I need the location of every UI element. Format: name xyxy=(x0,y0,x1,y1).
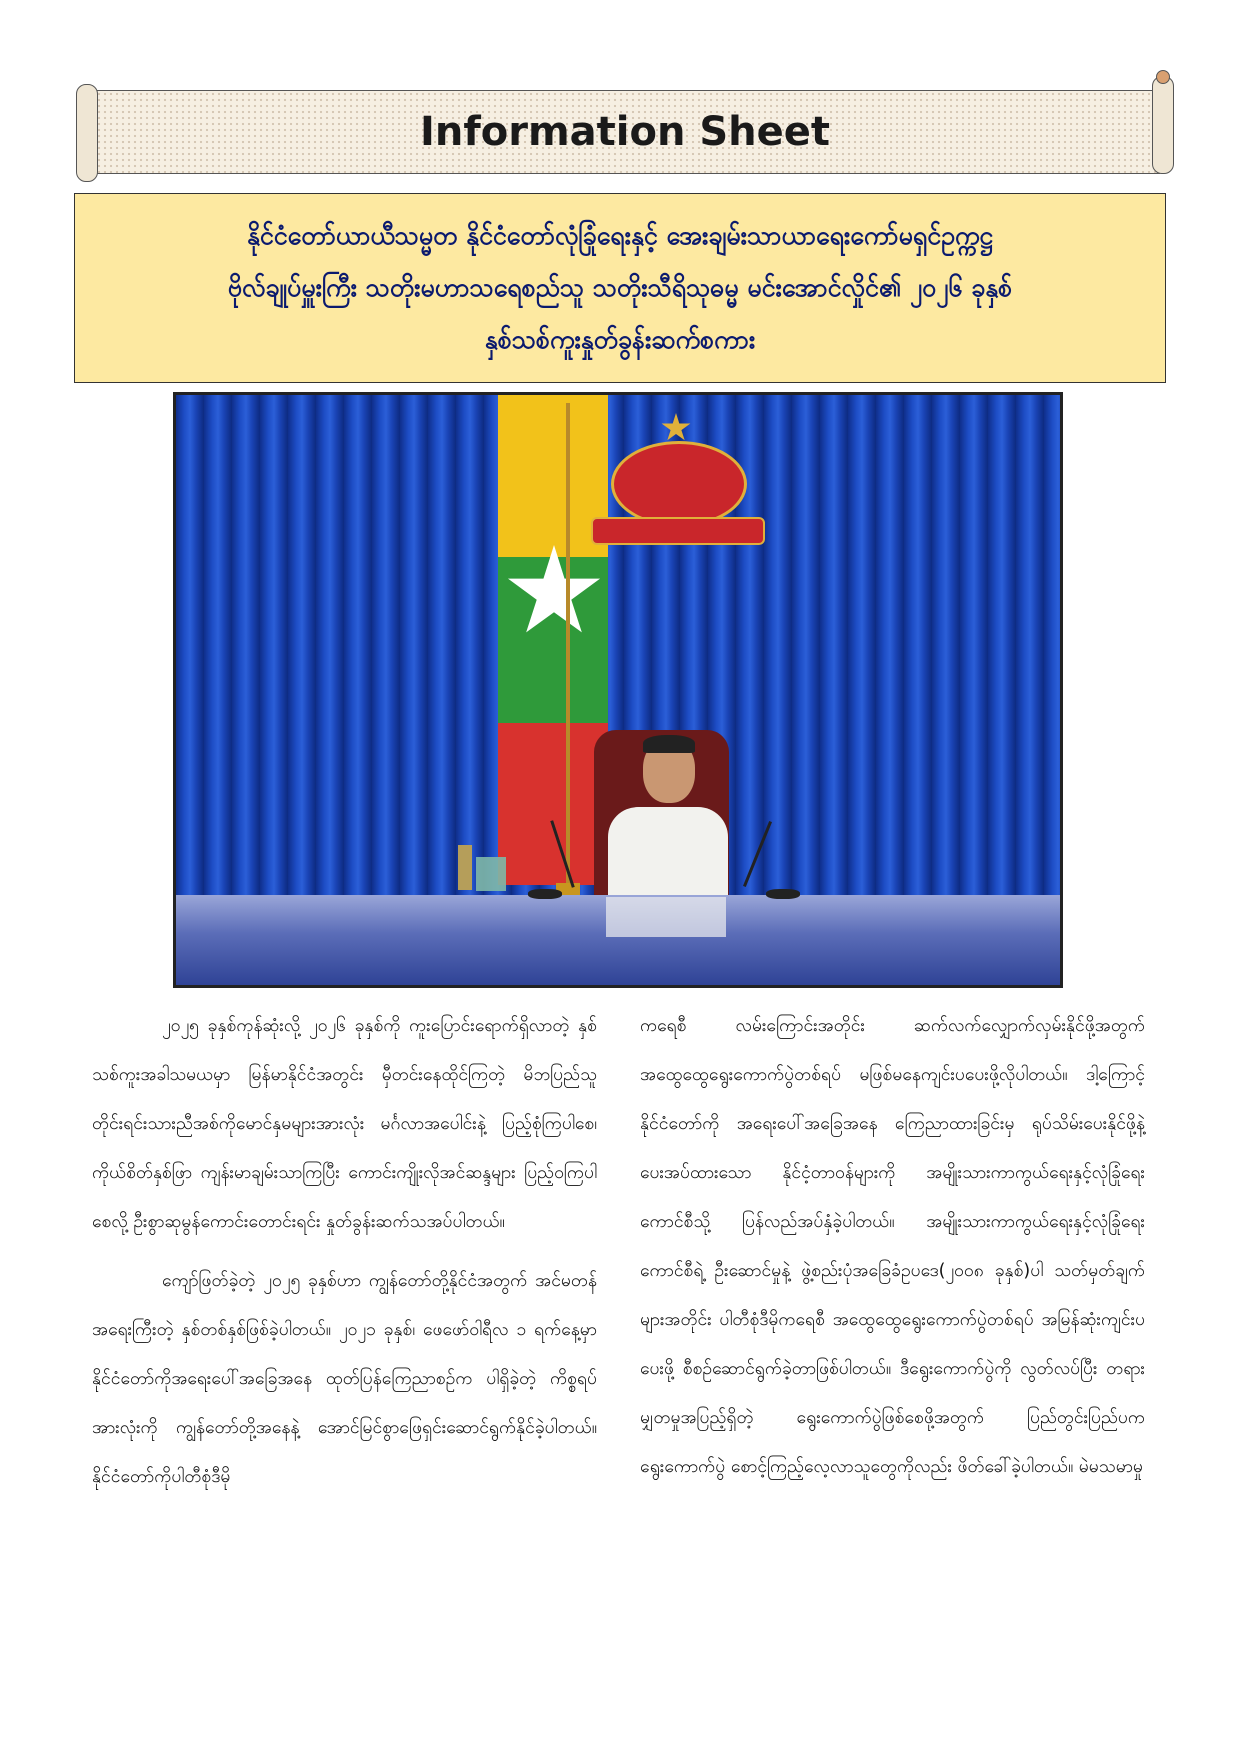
pen-holder-icon xyxy=(458,845,472,890)
speaker-hair xyxy=(643,735,695,753)
headline-line-3: နှစ်သစ်ကူးနှုတ်ခွန်းဆက်စကား xyxy=(484,325,756,354)
state-emblem-icon xyxy=(591,413,761,543)
paragraph: ကျော်ဖြတ်ခဲ့တဲ့ ၂၀၂၅ ခုနှစ်ဟာ ကျွန်တော်တို့နိုင်ငံအတွက် အင်မတန်အရေးကြီးတဲ့ နှစ်တစ်နှစ်ဖြစ်ခဲ့ပါတယ်။ ၂၀၂၁ ခုနှစ်၊ ဖေဖော်ဝါရီလ ၁ ရက်နေ့မှာ နိုင်ငံတော်ကိုအရေးပေါ်အခြေအနေ ထုတ်ပြန်ကြေညာစဉ်က ပါရှိခဲ့တဲ့ ကိစ္စရပ်အားလုံးကို ကျွန်တော်တို့အနေနဲ့ အောင်မြင်စွာဖြေရှင်းဆောင်ရွက်နိုင်ခဲ့ပါတယ်။ နိုင်ငံတော်ကိုပါတီစုံဒီမို xyxy=(92,1271,597,1487)
left-column xyxy=(92,1002,597,1512)
speech-photo xyxy=(173,392,1063,988)
scroll-knob-icon xyxy=(1156,70,1170,84)
headline-box xyxy=(74,193,1166,383)
paragraph: ၂၀၂၅ ခုနှစ်ကုန်ဆုံးလို့ ၂၀၂၆ ခုနှစ်ကို ကူးပြောင်းရောက်ရှိလာတဲ့ နှစ်သစ်ကူးအခါသမယမှာ မြန်မာနိုင်ငံအတွင်း မှီတင်းနေထိုင်ကြတဲ့ မိဘပြည်သူတိုင်းရင်းသားညီအစ်ကိုမောင်နှမများအားလုံး မင်္ဂလာအပေါင်းနဲ့ ပြည့်စုံကြပါစေ၊ ကိုယ်စိတ်နှစ်ဖြာ ကျန်းမာချမ်းသာကြပြီး ကောင်းကျိုးလိုအင်ဆန္ဒများ ပြည့်ဝကြပါစေလို့ ဦးစွာဆုမွန်ကောင်းတောင်းရင်း နှုတ်ခွန်းဆက်သအပ်ပါတယ်။ xyxy=(92,1016,597,1232)
microphone-right-base xyxy=(766,889,800,899)
desk-reflection xyxy=(606,897,726,937)
microphone-left-base xyxy=(528,889,562,899)
headline-line-2: ဗိုလ်ချုပ်မှူးကြီး သတိုးမဟာသရေစည်သူ သတိုးသီရိသုဓမ္မ မင်းအောင်လှိုင်၏ ၂၀၂၆ ခုနှစ် xyxy=(227,273,1013,302)
microphone-right-icon xyxy=(743,821,772,887)
headline-line-1: နိုင်ငံတော်ယာယီသမ္မတ နိုင်ငံတော်လုံခြုံရေးနှင့် အေးချမ်းသာယာရေးကော်မရှင်ဥက္ကဋ္ဌ xyxy=(247,221,993,250)
header-banner xyxy=(76,84,1174,180)
right-column xyxy=(640,1002,1145,1502)
desk-ornament-icon xyxy=(476,857,506,891)
page-title: Information Sheet xyxy=(419,109,831,155)
flag-pole xyxy=(566,403,570,883)
paragraph: ကရေစီ လမ်းကြောင်းအတိုင်း ဆက်လက်လျှောက်လှမ်းနိုင်ဖို့အတွက် အထွေထွေရွေးကောက်ပွဲတစ်ရပ် မဖြစ်မနေကျင်းပပေးဖို့လိုပါတယ်။ ဒါ့ကြောင့် နိုင်ငံတော်ကို အရေးပေါ်အခြေအနေ ကြေညာထားခြင်းမှ ရုပ်သိမ်းပေးနိုင်ဖို့နဲ့ ပေးအပ်ထားသော နိုင်ငံ့တာဝန်များကို အမျိုးသားကာကွယ်ရေးနှင့်လုံခြုံရေးကောင်စီသို့ ပြန်လည်အပ်နှံခဲ့ပါတယ်။ အမျိုးသားကာကွယ်ရေးနှင့်လုံခြုံရေးကောင်စီရဲ့ ဦးဆောင်မှုနဲ့ ဖွဲ့စည်းပုံအခြေခံဥပဒေ(၂၀၀၈ ခုနှစ်)ပါ သတ်မှတ်ချက်များအတိုင်း ပါတီစုံဒီမိုကရေစီ အထွေထွေရွေးကောက်ပွဲတစ်ရပ် အမြန်ဆုံးကျင်းပပေးဖို့ စီစဉ်ဆောင်ရွက်ခဲ့တာဖြစ်ပါတယ်။ ဒီရွေးကောက်ပွဲကို လွတ်လပ်ပြီး တရားမျှတမှုအပြည့်ရှိတဲ့ ရွေးကောက်ပွဲဖြစ်စေဖို့အတွက် ပြည်တွင်းပြည်ပက ရွေးကောက်ပွဲ စောင့်ကြည့်လေ့လာသူတွေကိုလည်း ဖိတ်ခေါ်ခဲ့ပါတယ်။ မဲမသမာမှု xyxy=(640,1016,1145,1477)
